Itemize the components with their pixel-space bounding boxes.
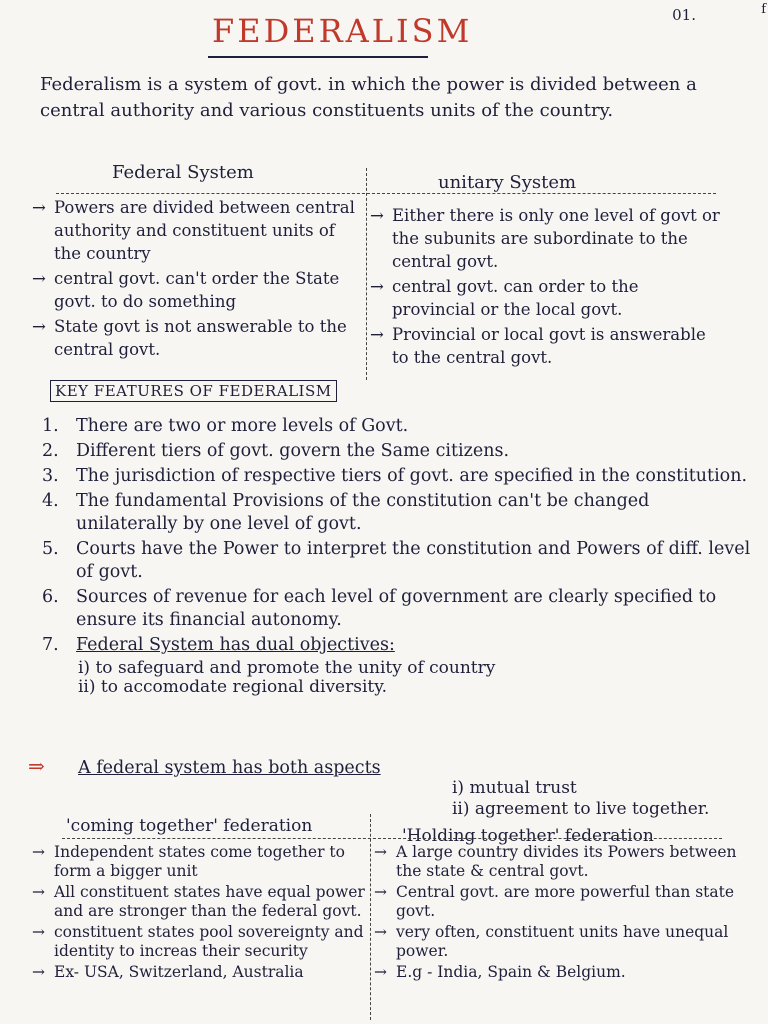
- aspects-heading: A federal system has both aspects: [78, 758, 381, 778]
- list-item: [32, 923, 366, 961]
- list-item: [32, 196, 362, 265]
- federal-point: State govt is not answerable to the central govt.: [54, 317, 347, 359]
- arrow-icon: →: [374, 963, 387, 981]
- intro-paragraph: Federalism is a system of govt. in which the power is divided between a central authority and various constituents units of the country.: [40, 74, 697, 121]
- list-item: [32, 315, 362, 361]
- corner-mark: f: [761, 2, 766, 17]
- arrow-icon: →: [32, 269, 46, 288]
- item-number: 2.: [42, 441, 59, 461]
- federal-point: central govt. can't order the State govt. to do something: [54, 269, 340, 311]
- item-text: Sources of revenue for each level of government are clearly specified to ensure its financial autonomy.: [76, 587, 717, 630]
- list-item: [42, 634, 754, 657]
- double-arrow-icon: ⇒: [28, 754, 45, 778]
- list-item: [374, 883, 758, 921]
- list-item: [42, 465, 754, 488]
- arrow-icon: →: [370, 277, 384, 296]
- holding-together-point: Central govt. are more powerful than state govt.: [396, 883, 735, 920]
- coming-together-point: constituent states pool sovereignty and identity to increas their security: [54, 923, 364, 960]
- holding-together-point: very often, constituent units have unequal power.: [396, 923, 729, 960]
- list-item: [374, 963, 758, 982]
- arrow-icon: →: [32, 843, 45, 861]
- holding-together-list: [374, 843, 758, 984]
- item-text: Different tiers of govt. govern the Same citizens.: [76, 441, 510, 461]
- item-text: There are two or more levels of Govt.: [76, 416, 409, 436]
- federal-system-heading: Federal System: [112, 162, 254, 183]
- title-underline: [208, 56, 428, 58]
- list-item: [370, 323, 722, 369]
- list-item: [374, 923, 758, 961]
- page-number: 01.: [672, 6, 696, 24]
- objective-item: i) to safeguard and promote the unity of country: [78, 658, 496, 678]
- unitary-point: Either there is only one level of govt or the subunits are subordinate to the central govt.: [392, 206, 720, 271]
- comparison-divider-horizontal: [56, 193, 716, 194]
- page-title: FEDERALISM: [212, 12, 473, 50]
- item-text: The fundamental Provisions of the constitution can't be changed unilaterally by one level of govt.: [76, 491, 650, 534]
- arrow-icon: →: [32, 317, 46, 336]
- item-text: Courts have the Power to interpret the constitution and Powers of diff. level of govt.: [76, 539, 751, 582]
- key-features-list: [42, 415, 754, 697]
- coming-together-point: Ex- USA, Switzerland, Australia: [54, 963, 304, 981]
- bottom-divider-horizontal: [62, 838, 722, 839]
- arrow-icon: →: [370, 206, 384, 225]
- arrow-icon: →: [370, 325, 384, 344]
- list-item: [32, 267, 362, 313]
- list-item: [374, 843, 758, 881]
- item-number: 1.: [42, 416, 59, 436]
- holding-together-point: A large country divides its Powers between the state & central govt.: [396, 843, 737, 880]
- list-item: [370, 204, 722, 273]
- item-text: Federal System has dual objectives:: [76, 635, 395, 655]
- arrow-icon: →: [32, 883, 45, 901]
- arrow-icon: →: [374, 923, 387, 941]
- item-number: 4.: [42, 491, 59, 511]
- arrow-icon: →: [374, 843, 387, 861]
- list-item: [32, 843, 366, 881]
- item-number: 6.: [42, 587, 59, 607]
- objective-item: ii) to accomodate regional diversity.: [78, 677, 387, 697]
- list-item: [32, 883, 366, 921]
- item-number: 3.: [42, 466, 59, 486]
- bottom-divider-vertical: [370, 814, 371, 1020]
- coming-together-list: [32, 843, 366, 984]
- coming-together-heading: 'coming together' federation: [66, 816, 313, 836]
- aspect-item: ii) agreement to live together.: [452, 799, 710, 819]
- item-number: 7.: [42, 635, 59, 655]
- unitary-system-heading: unitary System: [438, 172, 577, 193]
- unitary-point: Provincial or local govt is answerable to the central govt.: [392, 325, 706, 367]
- list-item: [42, 538, 754, 584]
- list-item: [370, 275, 722, 321]
- holding-together-point: E.g - India, Spain & Belgium.: [396, 963, 626, 981]
- list-item: [42, 490, 754, 536]
- list-item: [32, 963, 366, 982]
- unitary-system-list: [370, 204, 722, 371]
- arrow-icon: →: [32, 963, 45, 981]
- comparison-divider-vertical: [366, 168, 367, 380]
- arrow-icon: →: [32, 198, 46, 217]
- item-number: 5.: [42, 539, 59, 559]
- arrow-icon: →: [32, 923, 45, 941]
- aspect-item: i) mutual trust: [452, 778, 577, 798]
- item-text: The jurisdiction of respective tiers of govt. are specified in the constitution.: [76, 466, 748, 486]
- key-features-heading: KEY FEATURES OF FEDERALISM: [50, 380, 337, 402]
- list-item: [42, 440, 754, 463]
- arrow-icon: →: [374, 883, 387, 901]
- holding-together-heading: 'Holding together' federation: [402, 826, 654, 846]
- list-item: [42, 415, 754, 438]
- coming-together-point: Independent states come together to form a bigger unit: [54, 843, 345, 880]
- unitary-point: central govt. can order to the provincial or the local govt.: [392, 277, 639, 319]
- federal-point: Powers are divided between central authority and constituent units of the country: [54, 198, 355, 263]
- list-item: [42, 586, 754, 632]
- coming-together-point: All constituent states have equal power and are stronger than the federal govt.: [54, 883, 365, 920]
- federal-system-list: [32, 196, 362, 363]
